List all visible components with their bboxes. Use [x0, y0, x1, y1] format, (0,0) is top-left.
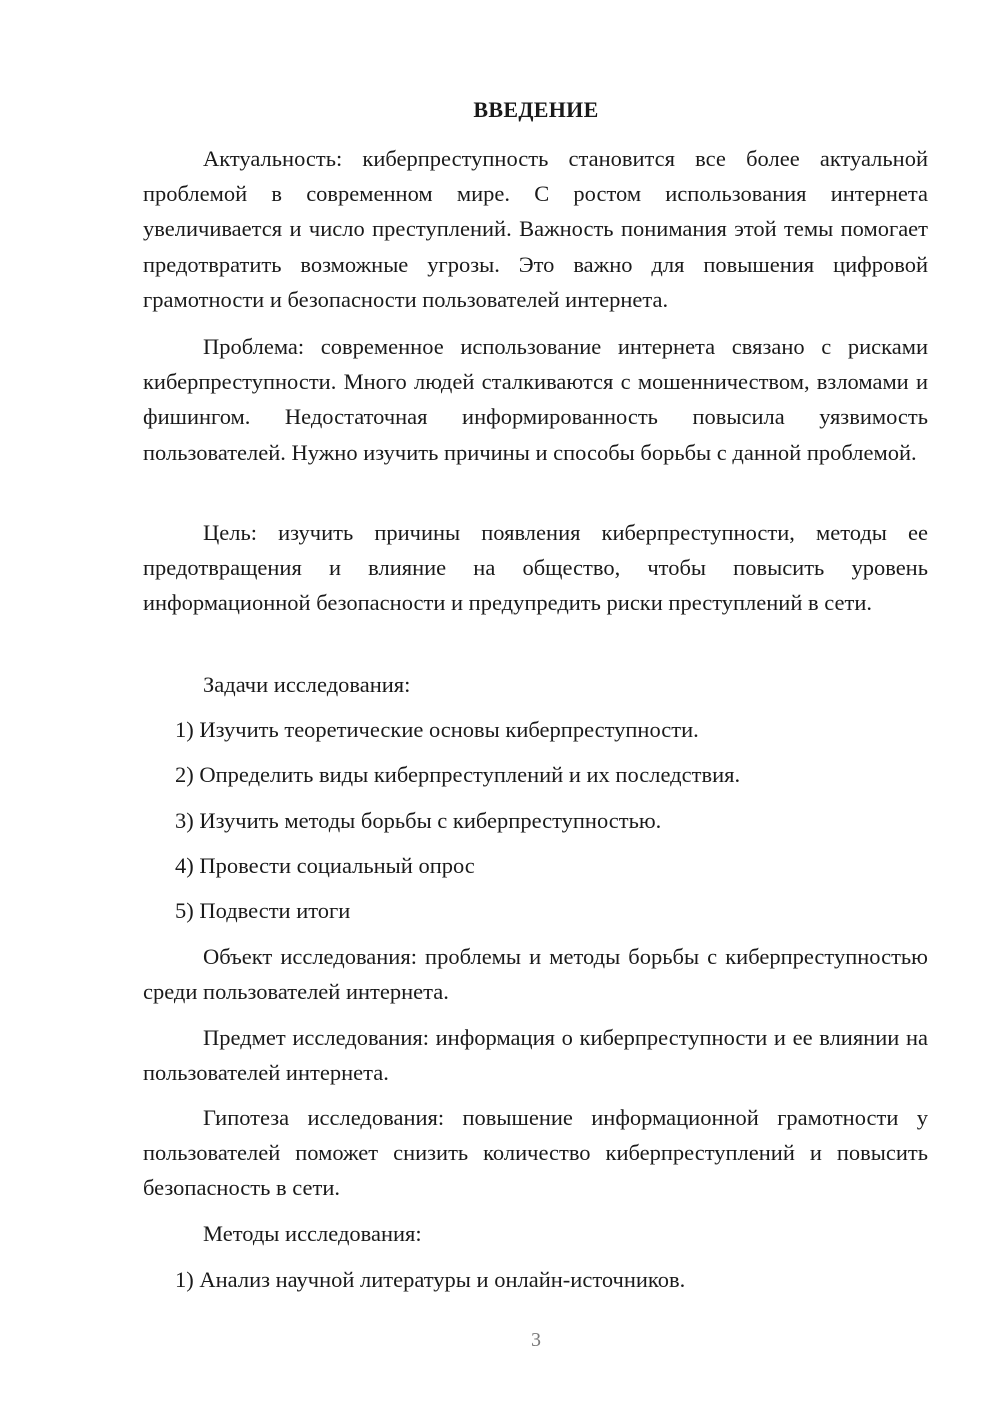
paragraph-subject: Предмет исследования: информация о киберпреступности и ее влиянии на пользователей интернета. — [143, 1025, 928, 1086]
page-number: 3 — [531, 1329, 541, 1351]
task-item-2: 2) Определить виды киберпреступлений и их последствия. — [175, 762, 741, 787]
paragraph-relevance: Актуальность: киберпреступность становится все более актуальной проблемой в современном мире. С ростом использования интернета увеличивается и число преступлений. Важность понимания этой темы помогает предотвратить возможные угрозы. Это важно для повышения цифровой грамотности и безопасности пользователей интернета. — [143, 146, 928, 312]
methods-heading: Методы исследования: — [203, 1221, 422, 1246]
task-item-4: 4) Провести социальный опрос — [175, 853, 475, 878]
task-item-1: 1) Изучить теоретические основы киберпреступности. — [175, 717, 699, 742]
section-title: ВВЕДЕНИЕ — [473, 97, 599, 122]
task-item-5: 5) Подвести итоги — [175, 898, 351, 923]
paragraph-object: Объект исследования: проблемы и методы борьбы с киберпреступностью среди пользователей интернета. — [143, 944, 928, 1005]
paragraph-goal: Цель: изучить причины появления киберпреступности, методы ее предотвращения и влияние на общество, чтобы повысить уровень информационной безопасности и предупредить риски преступлений в сети. — [143, 520, 928, 616]
tasks-heading: Задачи исследования: — [203, 672, 411, 697]
method-item-1: 1) Анализ научной литературы и онлайн-источников. — [175, 1267, 686, 1292]
task-item-3: 3) Изучить методы борьбы с киберпреступностью. — [175, 808, 662, 833]
paragraph-problem: Проблема: современное использование интернета связано с рисками киберпреступности. Много людей сталкиваются с мошенничеством, взломами и фишингом. Недостаточная информированность повысила уязвимость пользователей. Нужно изучить причины и способы борьбы с данной проблемой. — [143, 334, 928, 465]
paragraph-hypothesis: Гипотеза исследования: повышение информационной грамотности у пользователей поможет снизить количество киберпреступлений и повысить безопасность в сети. — [143, 1105, 928, 1201]
